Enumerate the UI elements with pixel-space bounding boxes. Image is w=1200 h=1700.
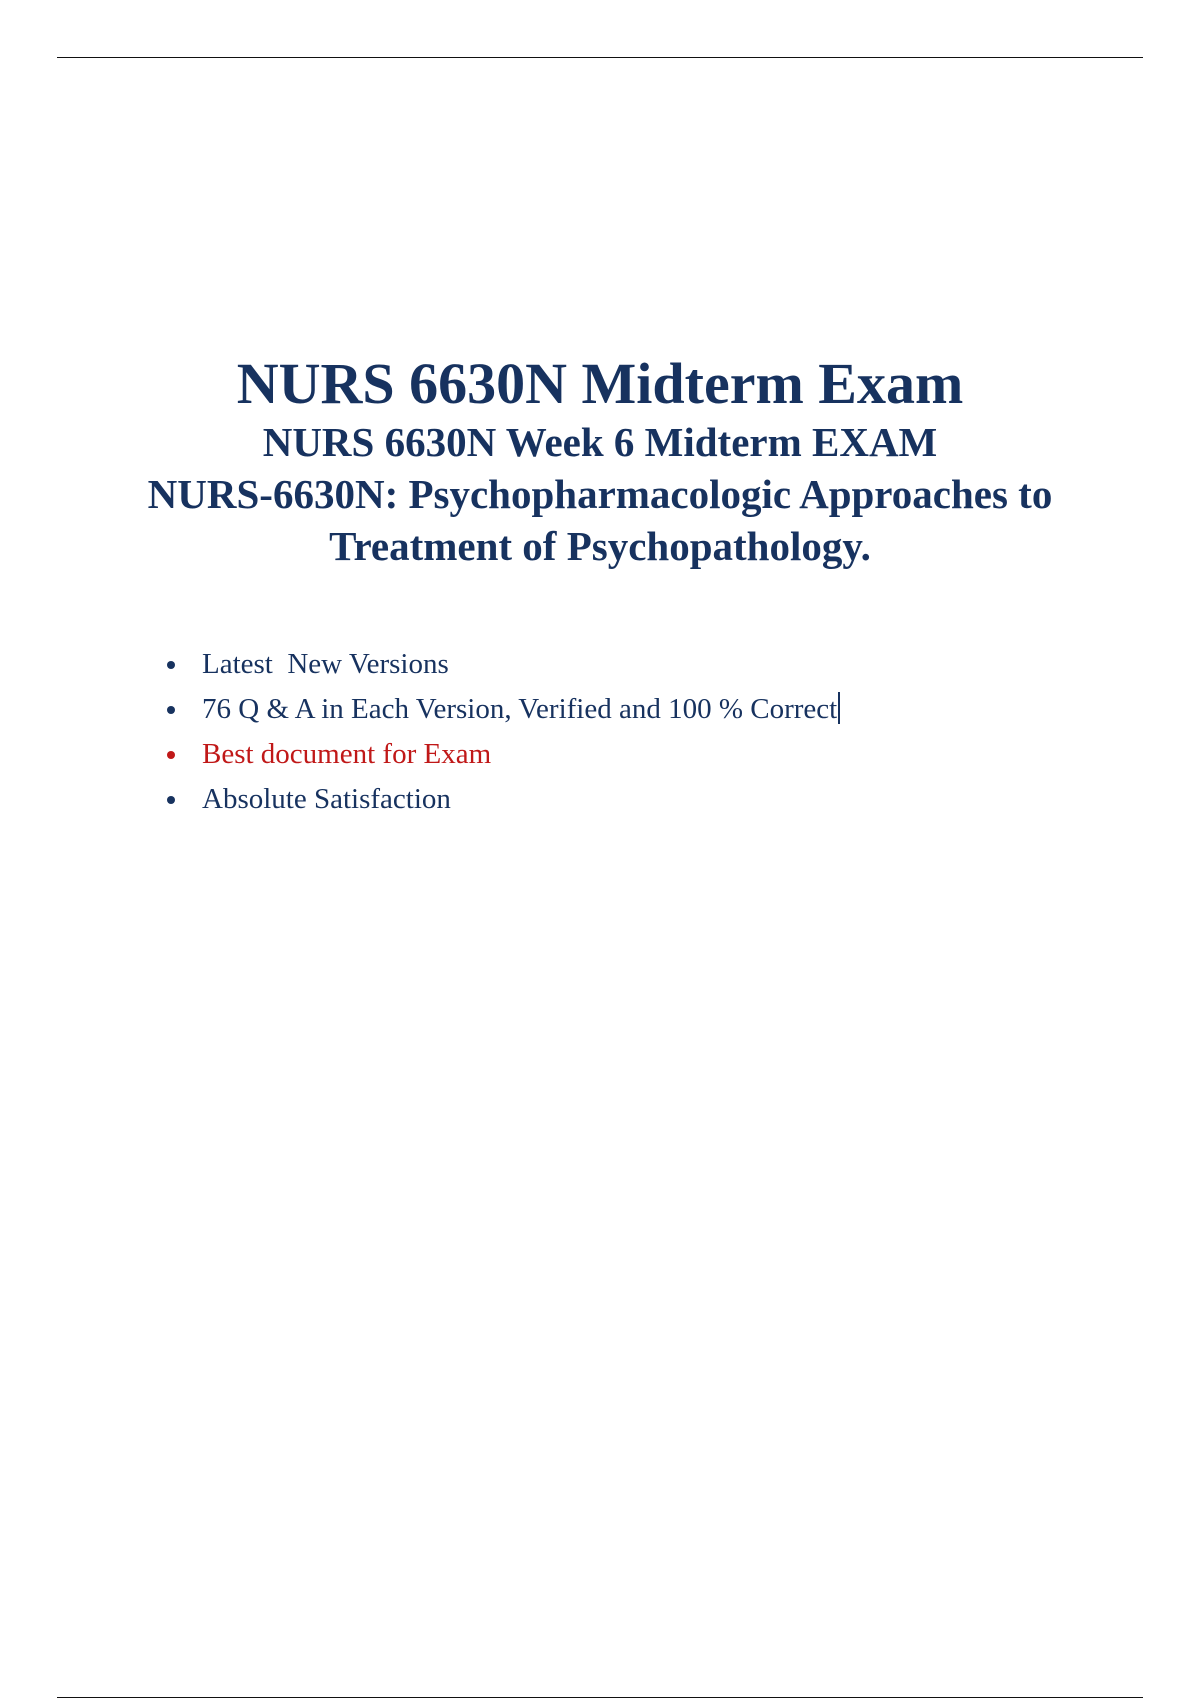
list-item-text: Latest New Versions xyxy=(202,648,449,680)
feature-list xyxy=(158,642,840,822)
list-item xyxy=(158,642,840,687)
bottom-rule xyxy=(57,1697,1143,1698)
text-cursor-icon xyxy=(838,692,840,724)
top-rule xyxy=(57,57,1143,58)
bullet-icon xyxy=(167,796,175,804)
list-item-text: 76 Q & A in Each Version, Verified and 100 % Correct xyxy=(202,693,838,725)
list-item xyxy=(158,777,840,822)
bullet-icon xyxy=(167,706,175,714)
list-item-text: Best document for Exam xyxy=(202,738,492,770)
page-title: NURS 6630N Midterm Exam xyxy=(236,351,964,416)
list-item xyxy=(158,687,840,732)
bullet-icon xyxy=(167,751,175,759)
course-description: NURS-6630N: Psychopharmacologic Approaches to Treatment of Psychopathology. xyxy=(147,471,1053,569)
list-item xyxy=(158,732,840,777)
title-block xyxy=(57,352,1143,572)
bullet-icon xyxy=(167,661,175,669)
list-item-text: Absolute Satisfaction xyxy=(202,783,451,815)
page-subtitle: NURS 6630N Week 6 Midterm EXAM xyxy=(262,419,938,465)
